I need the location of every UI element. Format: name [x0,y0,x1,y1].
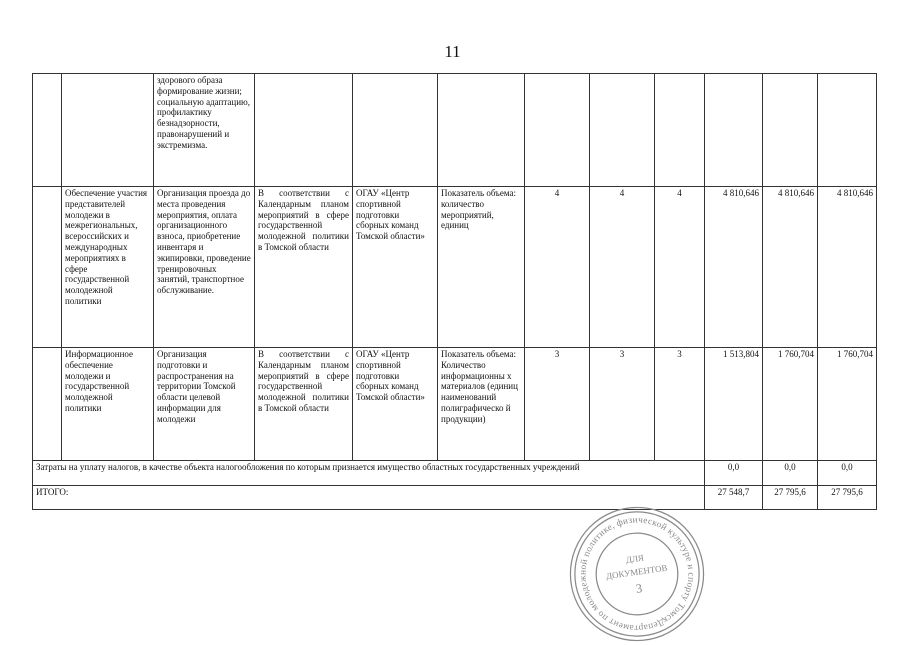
table-cell [763,74,818,187]
table-cell-value: 4 [525,187,590,348]
table-cell-executor: ОГАУ «Центр спортивной подготовки сборных команд Томской области» [353,187,438,348]
table-row-total [33,486,877,510]
table-cell-value: 4 [655,187,705,348]
table-cell-amount: 27 795,6 [818,486,877,510]
table-cell [438,74,525,187]
table-row-continued [33,74,877,187]
table-cell-value: 3 [525,348,590,461]
stamp-ring-text: Департамент по молодежной политике, физической культуре и спорту Томской [578,515,696,633]
table-cell [33,74,62,187]
page-number: 11 [444,42,461,61]
svg-text:3: 3 [634,581,644,596]
table-cell-amount: 0,0 [705,461,763,486]
table-cell-activity: Информационное обеспечение молодежи и государственной молодежной политики [62,348,154,461]
table-cell [590,74,655,187]
table-row [33,348,877,461]
table-cell [705,74,763,187]
table-cell-amount: 4 810,646 [763,187,818,348]
table-row [33,187,877,348]
table-row-tax [33,461,877,486]
table-cell [33,187,62,348]
table-cell [33,348,62,461]
table-cell-content: здорового образа формирование жизни; социальную адаптацию, профилактику безнадзорности, правонарушений и экстремизма. [154,74,255,187]
total-row-label: ИТОГО: [33,486,705,510]
table-cell-amount: 4 810,646 [705,187,763,348]
tax-row-label: Затраты на уплату налогов, в качестве объекта налогообложения по которым признается имущество областных государственных учреждений [33,461,705,486]
table-cell [818,74,877,187]
table-cell [655,74,705,187]
table-cell-amount: 1 513,804 [705,348,763,461]
table-cell-value: 4 [590,187,655,348]
table-cell-amount: 27 548,7 [705,486,763,510]
table-cell-value: 3 [655,348,705,461]
table-cell [62,74,154,187]
table-cell-content: Организация проезда до места проведения мероприятия, оплата организационного взноса, приобретение инвентаря и экипировки, проведение тренировочных занятий, транспортное обслуживание. [154,187,255,348]
svg-text:ДЛЯ: ДЛЯ [625,552,645,565]
table-cell-indicator: Показатель объема: количество мероприятий, единиц [438,187,525,348]
table-cell-amount: 0,0 [763,461,818,486]
table-cell-amount: 4 810,646 [818,187,877,348]
table-cell-amount: 27 795,6 [763,486,818,510]
budget-table [32,73,877,510]
svg-text:ДОКУМЕНТОВ: ДОКУМЕНТОВ [605,562,668,582]
table-cell-amount: 0,0 [818,461,877,486]
table-cell-amount: 1 760,704 [763,348,818,461]
table-cell-content: Организация подготовки и распространения на территории Томской области целевой информации для молодежи [154,348,255,461]
table-cell-amount: 1 760,704 [818,348,877,461]
table-cell-value: 3 [590,348,655,461]
table-cell [525,74,590,187]
official-stamp [566,503,708,645]
table-cell-indicator: Показатель объема: Количество информационны х материалов (единиц наименований полиграфическо й продукции) [438,348,525,461]
table-cell-basis: В соответствии с Календарным планом мероприятий в сфере государственной молодежной политики в Томской области [255,187,353,348]
table-cell [255,74,353,187]
table-cell-activity: Обеспечение участия представителей молодежи в межрегиональных, всероссийских и международных мероприятиях в сфере государственной молодежной политики [62,187,154,348]
table-cell-executor: ОГАУ «Центр спортивной подготовки сборных команд Томской области» [353,348,438,461]
stamp-center-text [605,553,668,596]
table-cell-basis: В соответствии с Календарным планом мероприятий в сфере государственной молодежной политики в Томской области [255,348,353,461]
table-cell [353,74,438,187]
